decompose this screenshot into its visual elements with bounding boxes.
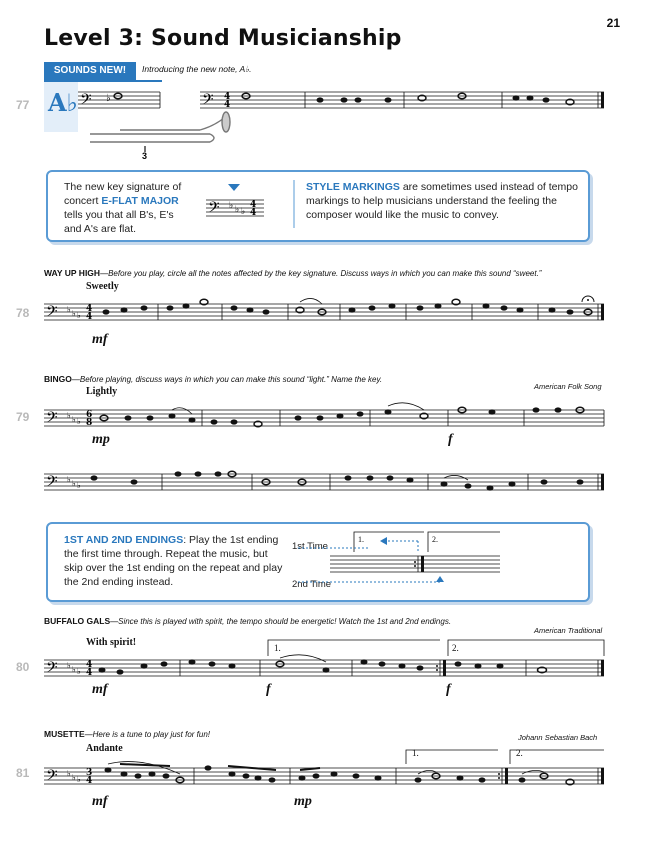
dynamic-f-80a: f [266,682,271,697]
page-title: Level 3: Sound Musicianship [44,26,402,51]
exercise-81-instruction: —Here is a tune to play just for fun! [84,730,211,739]
dynamic-mp-81: mp [294,794,312,809]
sounds-new-tab: SOUNDS NEW! [44,62,136,80]
svg-text:4: 4 [224,92,231,102]
note-name: A♭ [48,88,78,117]
exercise-number-80: 80 [16,660,30,674]
svg-text:♭: ♭ [77,481,81,490]
dynamic-mf-80: mf [92,682,108,697]
staff-80 [44,640,604,680]
svg-text:𝄢: 𝄢 [208,199,220,220]
svg-text:♭: ♭ [67,475,71,484]
svg-text:♭: ♭ [72,479,76,488]
svg-text:♭: ♭ [67,411,71,420]
svg-text:𝄢: 𝄢 [46,659,58,680]
dynamic-f-79: f [448,432,453,447]
svg-text:♭: ♭ [67,305,71,314]
svg-text:6: 6 [86,410,93,420]
exercise-78-title: WAY UP HIGH [44,268,101,278]
dynamic-mf-78: mf [92,332,108,347]
exercise-79-tempo: Lightly [86,386,118,397]
exercise-80-title: BUFFALO GALS [44,616,111,626]
svg-text:♭: ♭ [229,201,234,211]
staff-81 [44,750,604,788]
svg-text:♭: ♭ [77,417,81,426]
svg-text:𝄢: 𝄢 [46,767,58,788]
exercise-80-instruction: —Since this is played with spirit, the tempo should be energetic! Watch the 1st and 2nd endings. [110,617,452,626]
exercise-number-77: 77 [16,98,30,112]
staff-79-line-2 [44,471,604,494]
endings-body: : Play the 1st ending the first time through. Repeat the music, but skip over the 1st ending on the repeat and play the 2nd ending instead. [64,534,283,588]
svg-text:4: 4 [86,776,93,786]
exercise-78-tempo: Sweetly [86,281,119,292]
exercise-number-79: 79 [16,410,30,424]
key-sig-text-b: tells you that all B's, E's and A's are flat. [64,209,174,235]
svg-text:4: 4 [86,304,93,314]
svg-text:𝄢: 𝄢 [46,409,58,430]
svg-text:𝄢: 𝄢 [46,303,58,324]
staff-77-exercise [200,91,604,112]
exercise-80-credit: American Traditional [534,626,603,635]
exercise-80-tempo: With spirit! [86,637,137,648]
first-time-label: 1st Time [292,541,328,552]
ending-2-label-81: 2. [516,748,523,758]
exercise-79-title: BINGO [44,374,72,384]
svg-text:3: 3 [86,768,93,778]
svg-text:𝄢: 𝄢 [80,91,92,112]
svg-text:♭: ♭ [235,205,240,215]
staff-77-intro [78,91,160,112]
ending-2-label-80: 2. [452,643,459,653]
key-sig-text-a: The new key signature of concert [64,181,182,207]
svg-text:♭: ♭ [77,311,81,320]
dynamic-mf-81: mf [92,794,108,809]
key-signature-illustration [206,184,264,220]
dynamic-f-80b: f [446,682,451,697]
svg-text:♭: ♭ [67,769,71,778]
svg-text:𝄢: 𝄢 [46,473,58,494]
second-time-label: 2nd Time [292,579,332,590]
svg-text:4: 4 [86,660,93,670]
svg-text:♭: ♭ [241,207,246,217]
svg-text:4: 4 [250,208,257,218]
svg-text:4: 4 [86,312,93,322]
e-flat-major-label: E-FLAT MAJOR [101,195,179,207]
svg-text:♭: ♭ [72,773,76,782]
svg-text:4: 4 [86,668,93,678]
svg-text:♭: ♭ [72,309,76,318]
svg-text:♭: ♭ [67,661,71,670]
exercise-number-81: 81 [16,766,30,780]
exercise-81-title: MUSETTE [44,729,85,739]
dynamic-mp-79: mp [92,432,110,447]
exercise-number-78: 78 [16,306,30,320]
svg-text:♭: ♭ [72,415,76,424]
svg-text:𝄢: 𝄢 [202,91,214,112]
svg-text:8: 8 [86,418,93,428]
endings-diagram [298,532,500,582]
slide-position: 3 [142,151,148,161]
diagram-ending-1: 1. [358,535,364,544]
exercise-81-tempo: Andante [86,743,123,754]
ending-1-label-81: 1. [412,748,419,758]
sounds-new-note: Introducing the new note, A♭. [142,64,252,74]
diagram-ending-2: 2. [432,535,438,544]
svg-text:♭: ♭ [106,93,111,104]
staff-79-line-1 [44,403,604,430]
svg-text:♭: ♭ [72,665,76,674]
page-number: 21 [606,16,620,30]
trombone-illustration [90,112,230,152]
svg-text:4: 4 [250,200,257,210]
style-markings-label: STYLE MARKINGS [306,181,400,193]
style-markings-body: are sometimes used instead of tempo markings to help musicians understand the feeling the composer would like the music to convey. [306,181,578,221]
exercise-81-credit: Johann Sebastian Bach [518,733,598,742]
endings-label: 1ST AND 2ND ENDINGS [64,534,184,546]
exercise-79-credit: American Folk Song [534,382,602,391]
staff-78 [44,296,604,324]
exercise-79-instruction: —Before playing, discuss ways in which you can make this sound “light.” Name the key. [71,375,383,384]
ending-1-label-80: 1. [274,643,281,653]
svg-text:♭: ♭ [77,775,81,784]
svg-text:♭: ♭ [77,667,81,676]
svg-text:4: 4 [224,100,231,110]
exercise-78-instruction: —Before you play, circle all the notes affected by the key signature. Discuss ways in which you can make this sound “sweet.” [100,269,542,278]
